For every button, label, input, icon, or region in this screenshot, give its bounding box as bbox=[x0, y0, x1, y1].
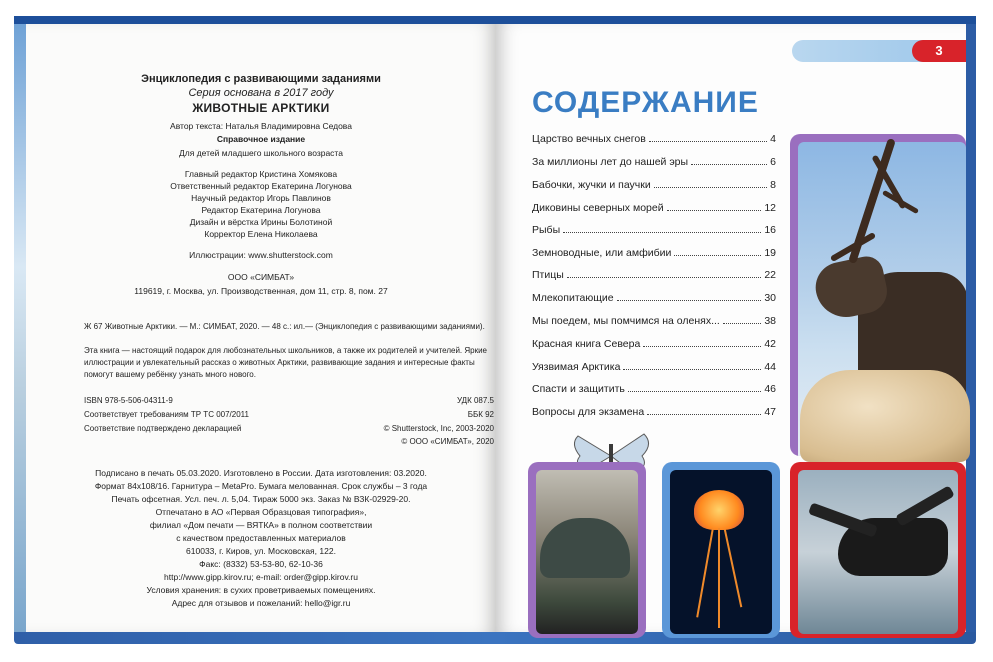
toc-leader bbox=[628, 382, 761, 392]
isbn: ISBN 978-5-506-04311-9 bbox=[84, 396, 173, 405]
print-info-line: Отпечатано в АО «Первая Образцовая типография», bbox=[155, 507, 367, 517]
edition-type: Справочное издание bbox=[216, 134, 306, 144]
toc-page: 22 bbox=[764, 269, 776, 281]
print-info-line: с качеством предоставленных материалов bbox=[176, 533, 346, 543]
toc-leader bbox=[643, 337, 761, 347]
toc-item bbox=[532, 201, 776, 215]
toc-page: 42 bbox=[764, 338, 776, 350]
jellyfish-photo bbox=[670, 470, 772, 634]
toc-item bbox=[532, 132, 776, 146]
udk: УДК 087.5 bbox=[456, 396, 494, 405]
print-info-line: Адрес для отзывов и пожеланий: hello@igr.ru bbox=[171, 598, 351, 608]
page-right bbox=[496, 24, 966, 632]
bbk: ББК 92 bbox=[467, 410, 494, 419]
toc-leader bbox=[654, 178, 767, 188]
series-founded: Серия основана в 2017 году bbox=[188, 87, 334, 99]
publisher-address: 119619, г. Москва, ул. Производственная, дом 11, стр. 8, пом. 27 bbox=[134, 286, 388, 296]
credit-line: Редактор Екатерина Логунова bbox=[201, 205, 321, 215]
credit-line: Дизайн и вёрстка Ирины Болотиной bbox=[189, 217, 333, 227]
page-left bbox=[26, 24, 496, 632]
toc-page: 44 bbox=[764, 361, 776, 373]
toc-leader bbox=[723, 314, 761, 324]
declaration: Соответствие подтверждено декларацией bbox=[84, 424, 242, 433]
toc-title: Спасти и защитить bbox=[532, 383, 625, 395]
seal-photo bbox=[800, 370, 970, 462]
copyright-shutterstock: © Shutterstock, Inc, 2003-2020 bbox=[383, 424, 494, 433]
toc-leader bbox=[647, 405, 761, 415]
toc-title: Бабочки, жучки и паучки bbox=[532, 179, 651, 191]
toc-leader bbox=[667, 201, 762, 211]
frog bbox=[540, 518, 630, 578]
toc-page: 8 bbox=[770, 179, 776, 191]
toc-leader bbox=[691, 155, 767, 165]
copyright-simbat: © ООО «СИМБАТ», 2020 bbox=[401, 437, 494, 446]
series-title: Энциклопедия с развивающими заданиями bbox=[141, 73, 381, 85]
print-info-line: http://www.gipp.kirov.ru; e-mail: order@gipp.kirov.ru bbox=[164, 572, 358, 582]
toc-item bbox=[532, 268, 776, 282]
tentacle bbox=[718, 528, 720, 628]
toc-page: 12 bbox=[764, 202, 776, 214]
credit-line: Научный редактор Игорь Павлинов bbox=[191, 193, 331, 203]
frog-photo bbox=[536, 470, 638, 634]
toc-title: За миллионы лет до нашей эры bbox=[532, 156, 689, 168]
contents-title: СОДЕРЖАНИЕ bbox=[532, 86, 759, 119]
print-info-line: Подписано в печать 05.03.2020. Изготовлено в России. Дата изготовления: 03.2020. bbox=[95, 468, 427, 478]
toc-page: 6 bbox=[770, 156, 776, 168]
toc-page: 4 bbox=[770, 133, 776, 145]
print-info-line: Формат 84х108/16. Гарнитура – MetaPro. Бумага мелованная. Срок службы – 3 года bbox=[94, 481, 428, 491]
toc-item bbox=[532, 291, 776, 305]
catalog-entry: Ж 67 Животные Арктики. — М.: СИМБАТ, 2020. — 48 с.: ил.— (Энциклопедия с развивающими заданиями). bbox=[84, 322, 485, 331]
toc-page: 30 bbox=[764, 292, 776, 304]
standard-row bbox=[84, 409, 494, 421]
print-info-line: Условия хранения: в сухих проветриваемых помещениях. bbox=[146, 585, 376, 595]
credit-line: Корректор Елена Николаева bbox=[204, 229, 318, 239]
toc-title: Вопросы для экзамена bbox=[532, 406, 645, 418]
credit-line: Главный редактор Кристина Хомякова bbox=[184, 169, 338, 179]
toc-title: Млекопитающие bbox=[532, 292, 614, 304]
author: Автор текста: Наталья Владимировна Седова bbox=[170, 121, 352, 131]
toc-page: 19 bbox=[764, 247, 776, 259]
toc-title: Уязвимая Арктика bbox=[532, 361, 621, 373]
toc-leader bbox=[563, 223, 761, 233]
toc-title: Диковины северных морей bbox=[532, 202, 664, 214]
cover-edge-right bbox=[966, 24, 976, 632]
toc-title: Рыбы bbox=[532, 224, 561, 236]
frog-photo-frame bbox=[528, 462, 646, 638]
annotation-line: Эта книга — настоящий подарок для любознательных школьников, а также их родителей и учителей. Яркие bbox=[84, 346, 488, 355]
print-info-line: филиал «Дом печати — ВЯТКА» в полном соответствии bbox=[149, 520, 373, 530]
toc-page: 38 bbox=[764, 315, 776, 327]
annotation-line: иллюстрации и увлекательный рассказ о животных Арктики, развивающие задания и интересные факты bbox=[84, 358, 475, 367]
publisher-name: ООО «СИМБАТ» bbox=[227, 272, 295, 282]
print-info-line: 610033, г. Киров, ул. Московская, 122. bbox=[186, 546, 336, 556]
toc-page: 16 bbox=[764, 224, 776, 236]
toc-leader bbox=[623, 360, 761, 370]
toc-page: 47 bbox=[764, 406, 776, 418]
antler bbox=[882, 190, 919, 214]
tentacle bbox=[696, 529, 714, 618]
print-info-line: Факс: (8332) 53-53-80, 62-10-36 bbox=[199, 559, 323, 569]
cover-edge bbox=[14, 24, 26, 632]
toc-title: Царство вечных снегов bbox=[532, 133, 646, 145]
jellyfish bbox=[694, 490, 744, 530]
credit-line: Ответственный редактор Екатерина Логунова bbox=[170, 181, 352, 191]
toc-leader bbox=[649, 132, 767, 142]
toc-title: Красная книга Севера bbox=[532, 338, 641, 350]
standard-compliance: Соответствует требованиям ТР ТС 007/2011 bbox=[84, 410, 249, 419]
loon-photo-frame bbox=[790, 462, 966, 638]
toc-item bbox=[532, 178, 776, 192]
page-number: 3 bbox=[912, 40, 966, 62]
toc-title: Земноводные, или амфибии bbox=[532, 247, 672, 259]
toc-page: 46 bbox=[764, 383, 776, 395]
toc-item bbox=[532, 155, 776, 169]
audience: Для детей младшего школьного возраста bbox=[179, 148, 343, 158]
toc-item bbox=[532, 246, 776, 260]
toc-item bbox=[532, 337, 776, 351]
toc-title: Мы поедем, мы помчимся на оленях... bbox=[532, 315, 720, 327]
print-info-line: Печать офсетная. Усл. печ. л. 5,04. Тираж 5000 экз. Заказ № ВЗК-02929-20. bbox=[111, 494, 411, 504]
toc-leader bbox=[674, 246, 761, 256]
illustrations-credit: Иллюстрации: www.shutterstock.com bbox=[189, 250, 333, 260]
book-title: ЖИВОТНЫЕ АРКТИКИ bbox=[192, 101, 330, 115]
toc-leader bbox=[617, 291, 762, 301]
annotation-line: помогут вашему ребёнку узнать много нового. bbox=[84, 370, 256, 379]
toc-title: Птицы bbox=[532, 269, 564, 281]
tentacle bbox=[724, 529, 743, 608]
declaration-row bbox=[84, 423, 494, 435]
toc-item bbox=[532, 382, 776, 396]
isbn-row bbox=[84, 395, 494, 407]
toc-item bbox=[532, 223, 776, 237]
toc-leader bbox=[567, 268, 762, 278]
toc-item bbox=[532, 405, 776, 419]
toc-item bbox=[532, 360, 776, 374]
toc-item bbox=[532, 314, 776, 328]
jellyfish-photo-frame bbox=[662, 462, 780, 638]
loon-photo bbox=[798, 470, 958, 634]
